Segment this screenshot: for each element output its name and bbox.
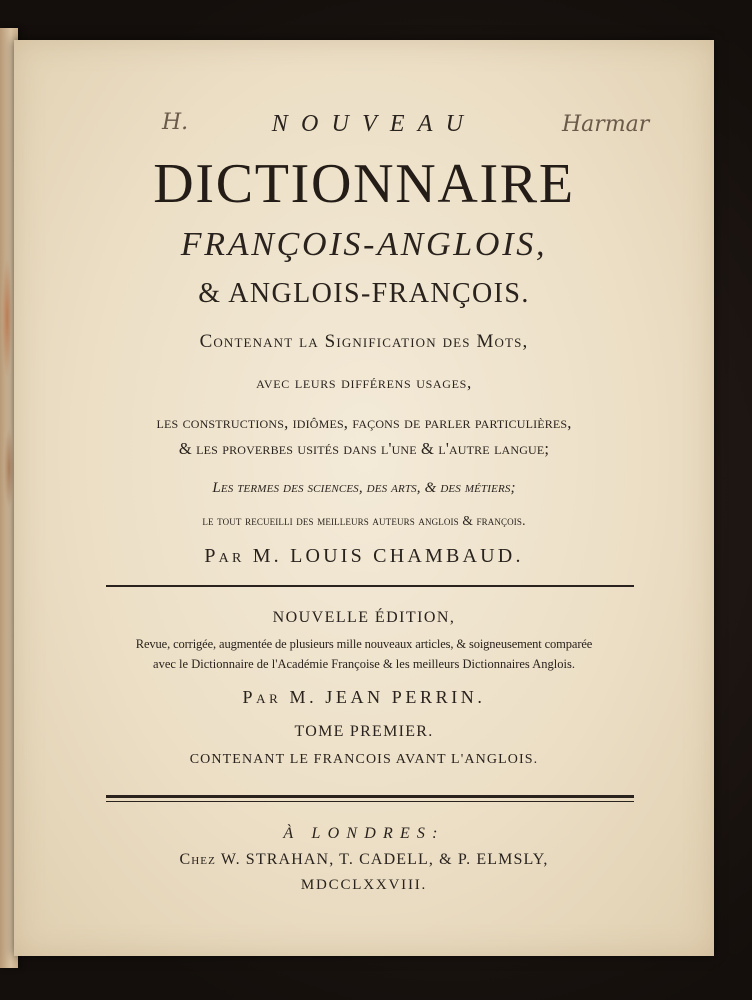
imprint-publishers: Chez W. STRAHAN, T. CADELL, & P. ELMSLY, (179, 851, 549, 868)
edition-line-1: Revue, corrigée, augmentée de plusieurs mille nouveaux articles, & soigneusement comparée (135, 637, 593, 651)
handwritten-mark: H. (162, 110, 189, 135)
imprint-year: MDCCLXXVIII. (300, 877, 428, 893)
subtitle-line-4: & les proverbes usités dans l'une & l'autre langue; (178, 439, 550, 458)
title-dictionnaire: DICTIONNAIRE (153, 153, 575, 215)
subtitle-line-5: Les termes des sciences, des arts, & des métiers; (212, 480, 516, 496)
subtitle-line-3: les constructions, idiômes, façons de parler particulières, (156, 413, 572, 432)
divider-rule (106, 585, 634, 587)
tome-line: TOME PREMIER. (294, 723, 434, 740)
title-nouveau: NOUVEAU (271, 111, 477, 137)
subtitle-line-1: Contenant la Signification des Mots, (199, 331, 529, 352)
title-francois-anglois: FRANÇOIS-ANGLOIS, (180, 226, 548, 263)
edition-line-2: avec le Dictionnaire de l'Académie Françoise & les meilleurs Dictionnaires Anglois. (153, 657, 575, 671)
foxing-stain (2, 258, 12, 378)
double-rule-top (106, 795, 634, 798)
subtitle-line-2: avec leurs différens usages, (256, 373, 472, 392)
double-rule-bottom (106, 801, 634, 802)
foxing-stain (4, 428, 14, 508)
handwritten-signature: Harmar (562, 112, 650, 137)
subtitle-line-6: le tout recueilli des meilleurs auteurs anglois & françois. (202, 513, 526, 528)
title-page (14, 40, 714, 956)
edition-title: NOUVELLE ÉDITION, (272, 609, 456, 626)
contents-line: CONTENANT LE FRANCOIS AVANT L'ANGLOIS. (189, 752, 539, 767)
title-anglois-francois: & ANGLOIS-FRANÇOIS. (198, 278, 530, 309)
imprint-place: À LONDRES: (283, 825, 445, 842)
editor-line: Par M. JEAN PERRIN. (242, 687, 486, 707)
author-line: Par M. LOUIS CHAMBAUD. (204, 545, 524, 567)
